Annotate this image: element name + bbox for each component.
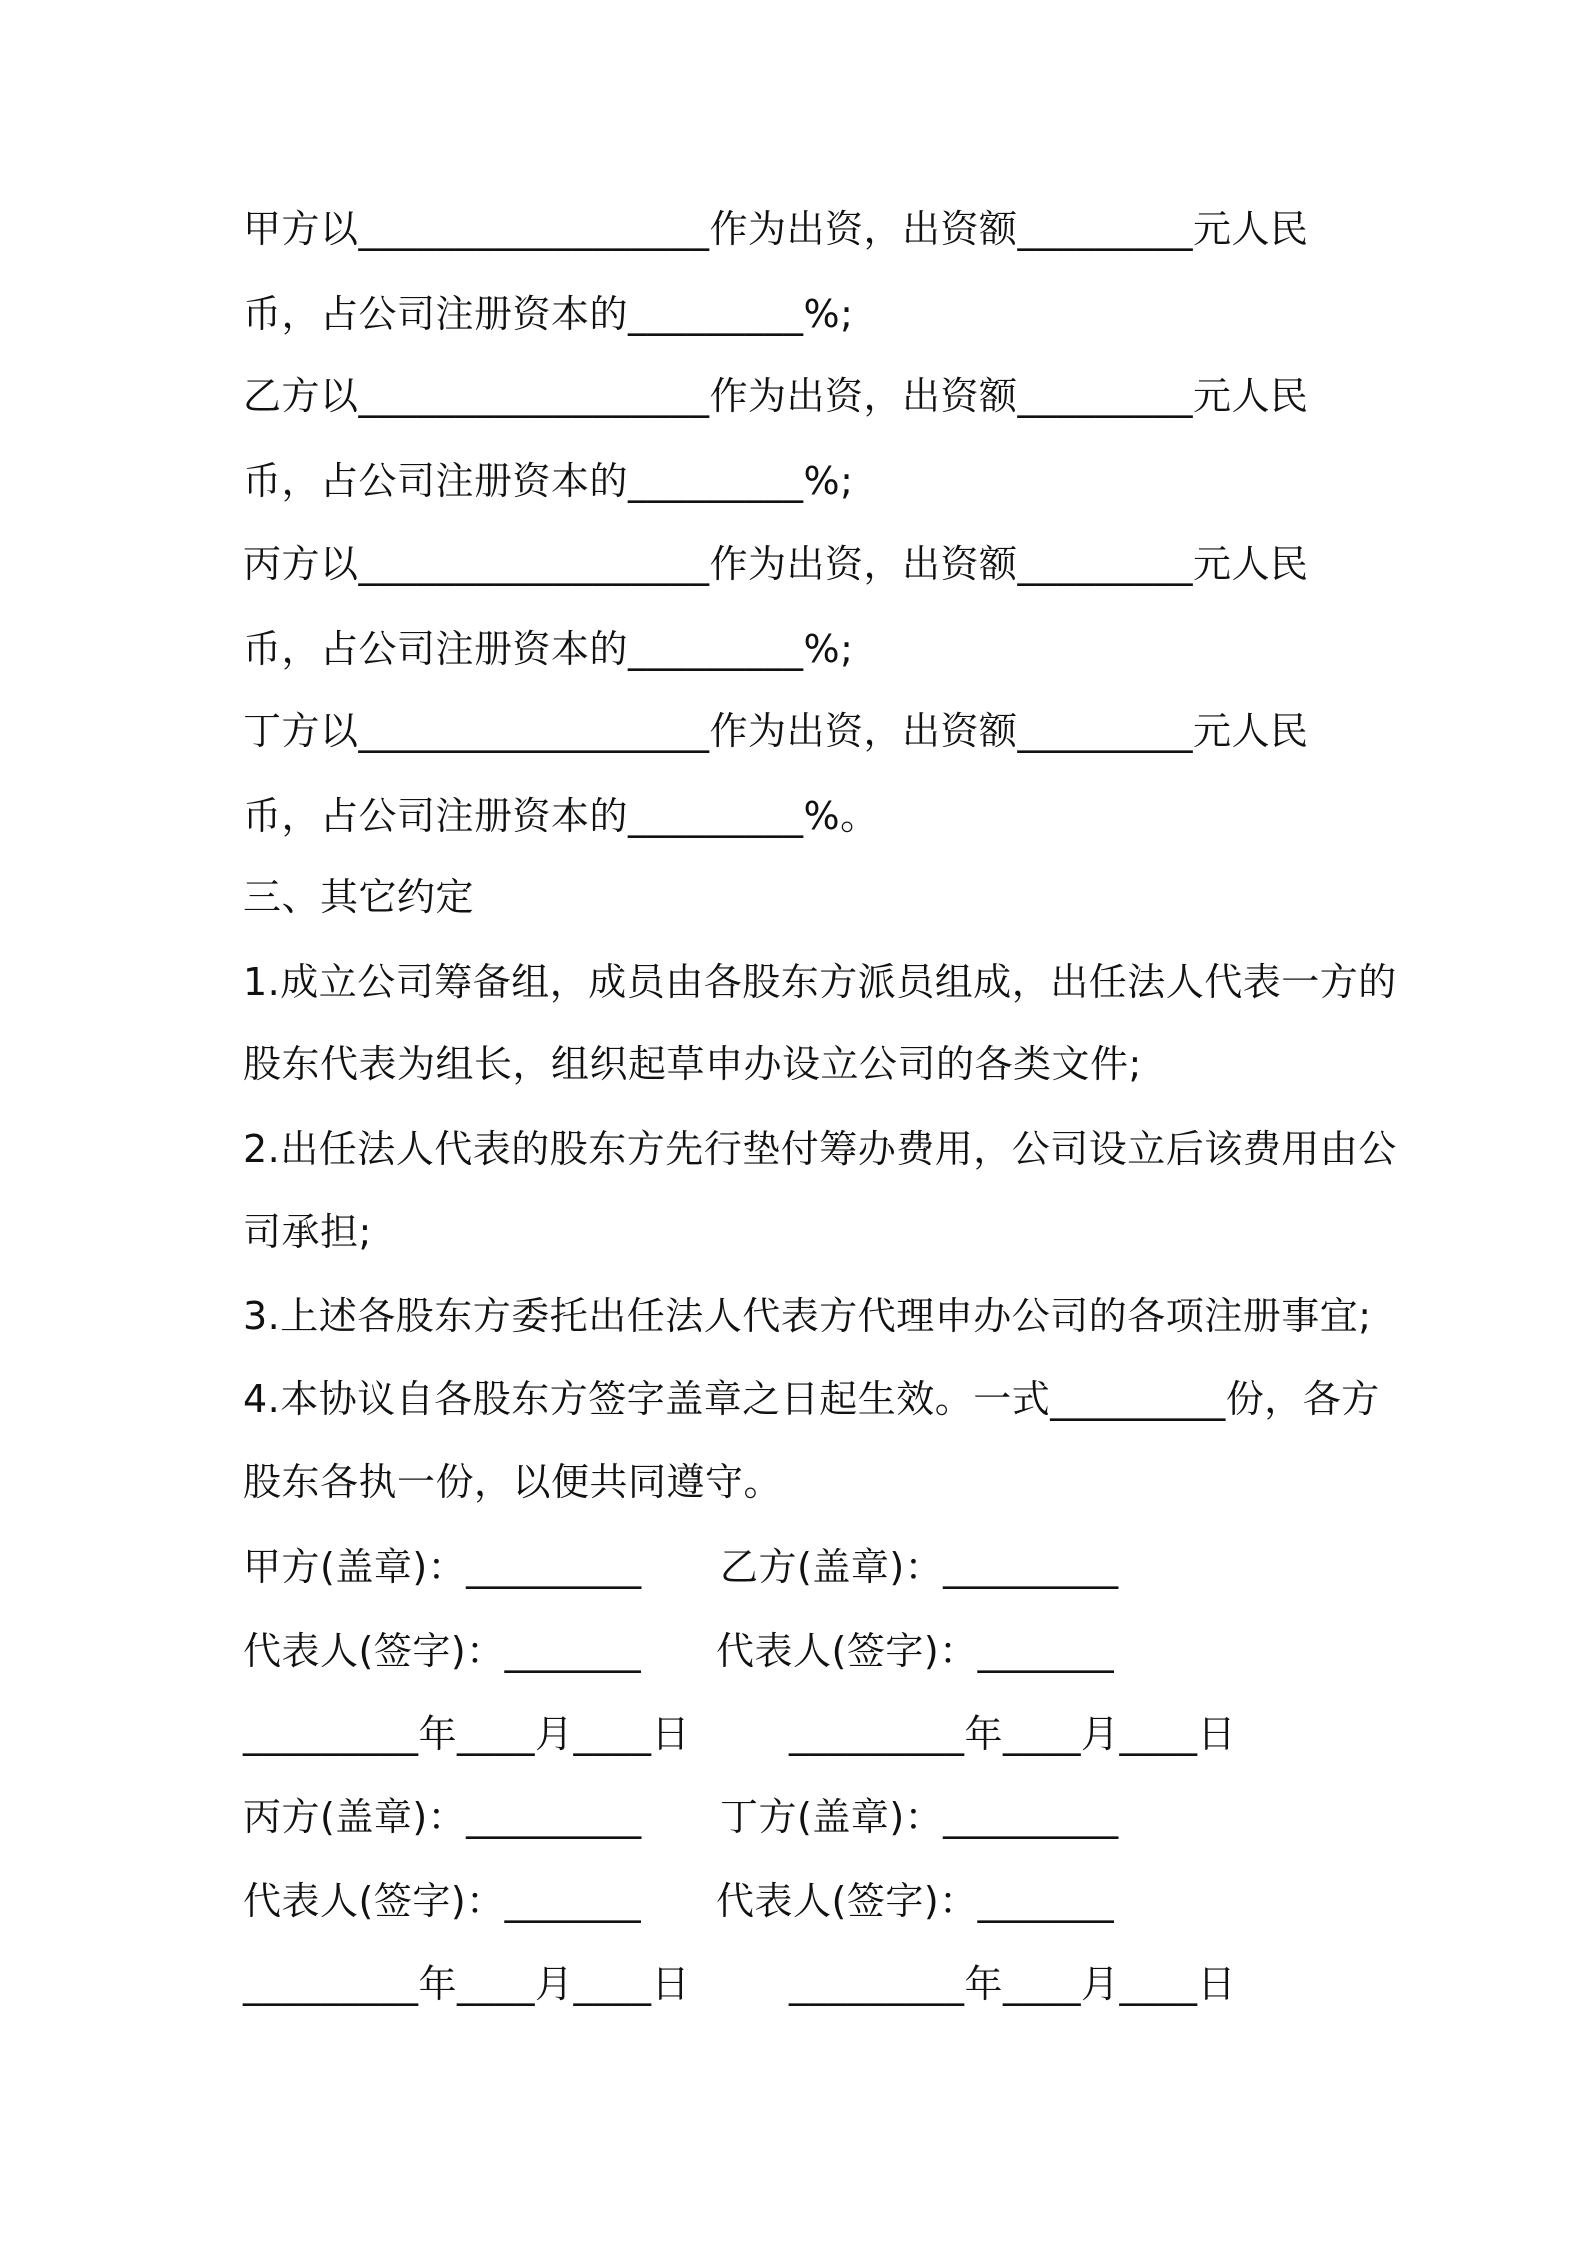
party-b-seal-field: 乙方(盖章)：_________ (720, 1545, 1119, 1589)
party-d-date-field: _________年____月____日 (789, 1962, 1237, 2006)
party-c-seal-field: 丙方(盖章)：_________ (243, 1795, 642, 1839)
contribution-party-d-line2: 币，占公司注册资本的_________%。 (243, 794, 879, 838)
contribution-party-b-line1: 乙方以__________________作为出资，出资额_________元人民 (243, 374, 1309, 418)
clause-1-line2: 股东代表为组长，组织起草申办设立公司的各类文件; (243, 1042, 1142, 1086)
contribution-party-a-line2: 币，占公司注册资本的_________%; (243, 292, 854, 336)
clause-4-line2: 股东各执一份，以便共同遵守。 (243, 1460, 783, 1504)
party-c-date-field: _________年____月____日 (243, 1962, 691, 2006)
contribution-party-a-line1: 甲方以__________________作为出资，出资额_________元人民 (243, 207, 1309, 251)
party-a-date-field: _________年____月____日 (243, 1712, 691, 1756)
contribution-party-c-line1: 丙方以__________________作为出资，出资额_________元人民 (243, 542, 1309, 586)
party-a-seal-field: 甲方(盖章)：_________ (243, 1545, 642, 1589)
clause-4-line1: 4.本协议自各股东方签字盖章之日起生效。一式_________份，各方 (243, 1377, 1380, 1421)
contribution-party-b-line2: 币，占公司注册资本的_________%; (243, 459, 854, 503)
contribution-party-d-line1: 丁方以__________________作为出资，出资额_________元人民 (243, 709, 1309, 753)
contribution-party-c-line2: 币，占公司注册资本的_________%; (243, 627, 854, 671)
party-a-representative-field: 代表人(签字)：_______ (243, 1629, 642, 1673)
party-b-date-field: _________年____月____日 (789, 1712, 1237, 1756)
clause-2-line1: 2.出任法人代表的股东方先行垫付筹办费用，公司设立后该费用由公 (243, 1127, 1397, 1171)
party-d-representative-field: 代表人(签字)：_______ (716, 1879, 1115, 1923)
party-b-representative-field: 代表人(签字)：_______ (716, 1629, 1115, 1673)
clause-1-line1: 1.成立公司筹备组，成员由各股东方派员组成，出任法人代表一方的 (243, 960, 1397, 1004)
section-heading: 三、其它约定 (243, 875, 475, 919)
clause-3-line1: 3.上述各股东方委托出任法人代表方代理申办公司的各项注册事宜; (243, 1294, 1372, 1338)
party-d-seal-field: 丁方(盖章)：_________ (720, 1795, 1119, 1839)
party-c-representative-field: 代表人(签字)：_______ (243, 1879, 642, 1923)
clause-2-line2: 司承担; (243, 1210, 372, 1254)
